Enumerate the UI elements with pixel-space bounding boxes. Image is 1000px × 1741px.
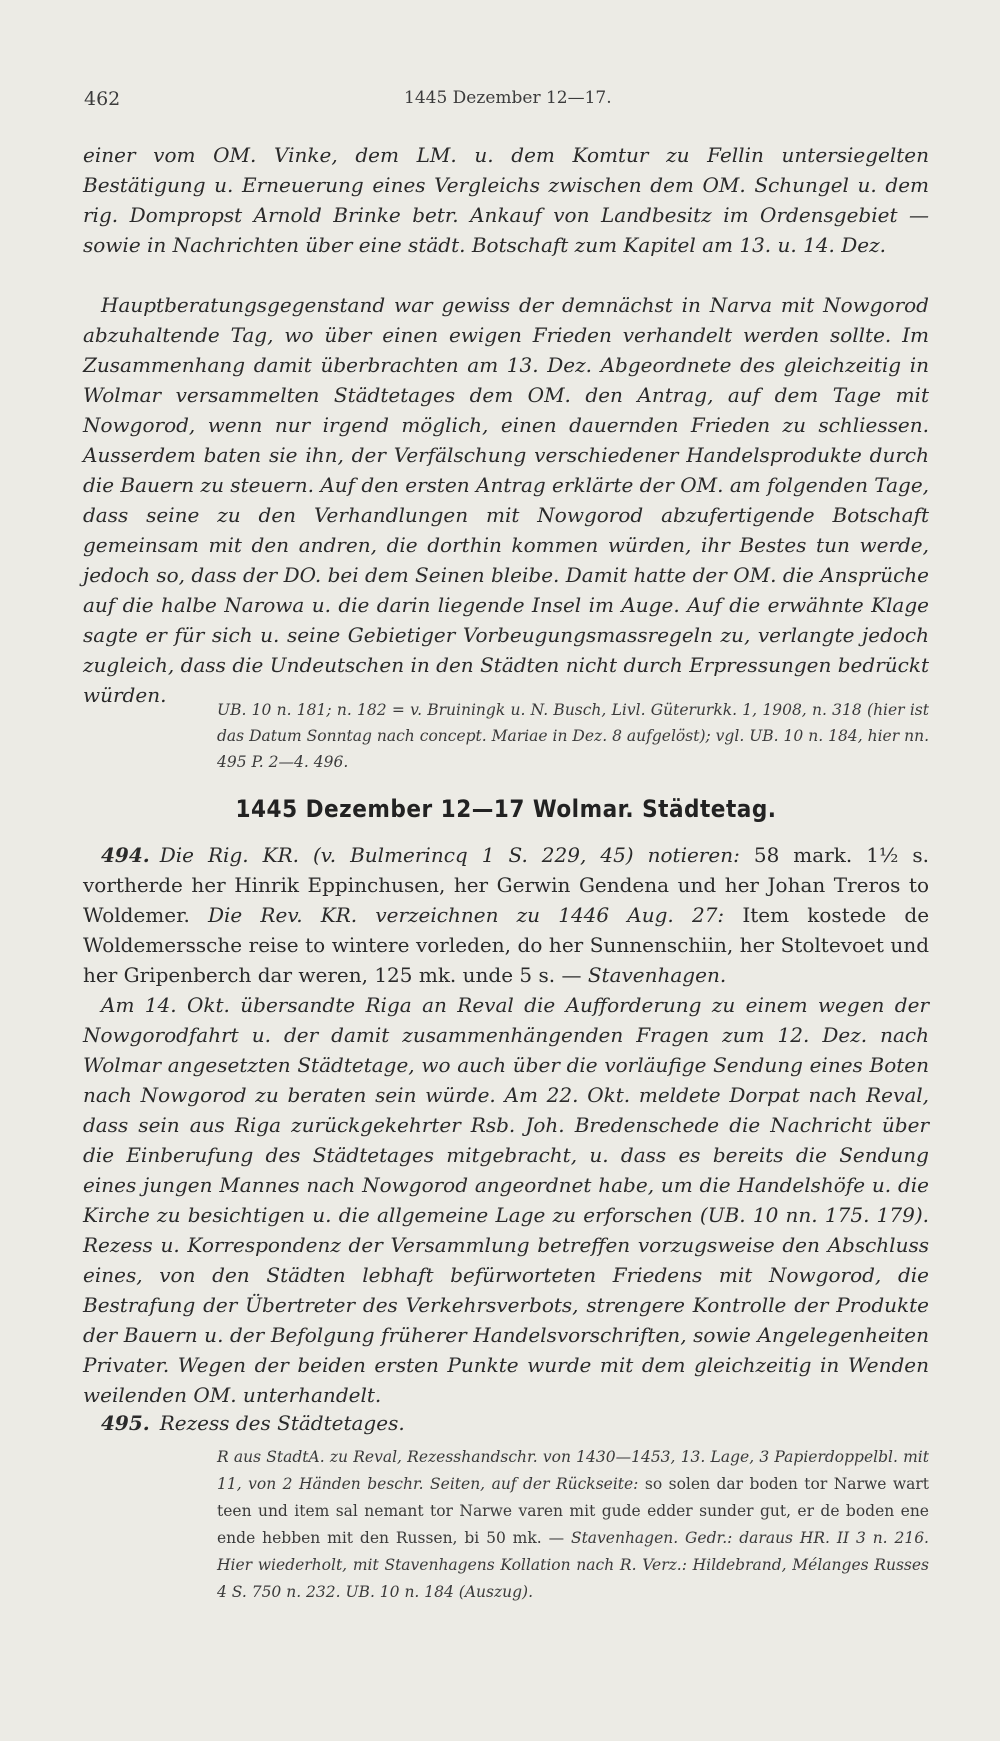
entry-495-title-line	[83, 1408, 929, 1438]
references-block	[83, 697, 929, 775]
intro-paragraph: einer vom OM. Vinke, dem LM. u. dem Komtur zu Fellin untersiegelten Bestätigung u. Erneuerung eines Vergleichs zwischen dem OM. Schungel u. dem rig. Dompropst Arnold Brinke betr. Ankauf von Landbesitz im Ordensgebiet — sowie in Nachrichten über eine städt. Botschaft zum Kapitel am 13. u. 14. Dez.	[83, 143, 929, 257]
entry-495-source	[83, 1444, 929, 1606]
entry-495-title: Rezess des Städtetages.	[159, 1411, 405, 1435]
entry-494-rev-italic: Die Rev. KR. verzeichnen zu 1446 Aug. 27:	[207, 903, 725, 927]
entry-494-lead-text: 58 mark. 1½ s. vortherde her Hinrik Eppinchusen, her Gerwin Gendena und her Johan Treros to Woldemer.	[83, 843, 929, 927]
section-heading: 1445 Dezember 12—17 Wolmar. Städtetag.	[235, 795, 777, 823]
page-number: 462	[84, 88, 121, 110]
entry-495-number: 495.	[101, 1411, 150, 1435]
main-commentary-paragraph: Hauptberatungsgegenstand war gewiss der demnächst in Narva mit Nowgorod abzuhaltende Tag, wo über einen ewigen Frieden verhandelt werden sollte. Im Zusammenhang damit überbrachten am 13. Dez. Abgeordnete des gleichzeitig in Wolmar versammelten Städtetages dem OM. den Antrag, auf dem Tage mit Nowgorod, wenn nur irgend möglich, einen dauernden Frieden zu schliessen. Ausserdem baten sie ihn, der Verfälschung verschiedener Handelsprodukte durch die Bauern zu steuern. Auf den ersten Antrag erklärte der OM. am folgenden Tage, dass seine zu den Verhandlungen mit Nowgorod abzufertigende Botschaft gemeinsam mit den andren, die dorthin kommen würden, ihr Bestes tun werde, jedoch so, dass der DO. bei dem Seinen bleibe. Damit hatte der OM. die Ansprüche auf die halbe Narowa u. die darin liegende Insel im Auge. Auf die erwähnte Klage sagte er für sich u. seine Gebietiger Vorbeugungsmassregeln zu, verlangte jedoch zugleich, dass die Undeutschen in den Städten nicht durch Erpressungen bedrückt würden.	[83, 293, 930, 707]
running-header	[84, 88, 924, 120]
entry-494-lead-italic: Die Rig. KR. (v. Bulmerincq 1 S. 229, 45) notieren:	[159, 843, 740, 867]
entry-495	[83, 1408, 929, 1606]
intro-block-2	[83, 290, 929, 710]
entry-495-source-c: Stavenhagen. Gedr.: daraus HR. II 3 n. 216. Hier wiederholt, mit Stavenhagens Kollation nach R. Verz.: Hildebrand, Mélanges Russes 4 S. 750 n. 232. UB. 10 n. 184 (Auszug).	[217, 1529, 929, 1601]
entry-494-text	[83, 840, 929, 990]
entry-495-source-a: R aus StadtA. zu Reval, Rezesshandschr. von 1430—1453, 13. Lage, 3 Papierdoppelbl. mit 11, von 2 Händen beschr. Seiten, auf der Rückseite:	[217, 1448, 929, 1493]
entry-494-number: 494.	[101, 843, 150, 867]
entry-494-commentary: Am 14. Okt. übersandte Riga an Reval die Aufforderung zu einem wegen der Nowgorodfahrt u. der damit zusammenhängenden Fragen zum 12. Dez. nach Wolmar angesetzten Städtetage, wo auch über die vorläufige Sendung eines Boten nach Nowgorod zu beraten sein würde. Am 22. Okt. meldete Dorpat nach Reval, dass sein aus Riga zurückgekehrter Rsb. Joh. Bredenschede die Nachricht über die Einberufung des Städtetages mitgebracht, u. dass es bereits die Sendung eines jungen Mannes nach Nowgorod angeordnet habe, um die Handelshöfe u. die Kirche zu besichtigen u. die allgemeine Lage zu erforschen (UB. 10 nn. 175. 179). Rezess u. Korrespondenz der Versammlung betreffen vorzugsweise den Abschluss eines, von den Städten lebhaft befürworteten Friedens mit Nowgorod, die Bestrafung der Übertreter des Verkehrsverbots, strengere Kontrolle der Produkte der Bauern u. der Befolgung früherer Handelsvorschriften, sowie Angelegenheiten Privater. Wegen der beiden ersten Punkte wurde mit dem gleichzeitig in Wenden weilenden OM. unterhandelt.	[83, 993, 929, 1407]
section-heading-block	[83, 795, 929, 823]
entry-494-rev-end: Stavenhagen.	[587, 963, 727, 987]
intro-block	[83, 140, 929, 260]
entry-495-source-b: so solen dar boden tor Narwe wart teen und item sal nemant tor Narwe varen mit gude edder sunder gut, er de boden ene ende hebben mit den Russen, bi 50 mk. —	[217, 1475, 930, 1547]
entry-494-rev-text: Item kostede de Woldemerssche reise to wintere vorleden, do her Sunnenschiin, her Stoltevoet und her Gripenberch dar weren, 125 mk. unde 5 s. —	[83, 903, 930, 987]
running-title: 1445 Dezember 12—17.	[404, 88, 612, 108]
entry-494	[83, 840, 929, 1410]
references-note: UB. 10 n. 181; n. 182 = v. Bruiningk u. N. Busch, Livl. Güterurkk. 1, 1908, n. 318 (hier ist das Datum Sonntag nach concept. Mariae in Dez. 8 aufgelöst); vgl. UB. 10 n. 184, hier nn. 495 P. 2—4. 496.	[217, 701, 929, 771]
